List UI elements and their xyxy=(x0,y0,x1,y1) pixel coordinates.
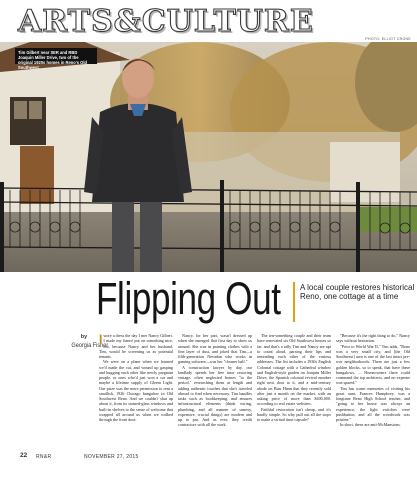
page-footer xyxy=(0,452,417,466)
headline: Flipping Out xyxy=(96,273,281,324)
paragraph: wore a dress the day I met Nancy Gilbert. I made my fiancé put on something nice, too, because Nancy and her husband, Tim, would be screening us as potential tenants. xyxy=(99,333,173,359)
deck: A local couple restores historical Reno, one cottage at a time xyxy=(300,283,415,302)
issue-date: NOVEMBER 27, 2015 xyxy=(84,454,139,460)
paragraph: "Because it's the right thing to do," Nancy says without hesitation. xyxy=(336,333,410,344)
page-number: 22 xyxy=(20,452,28,459)
masthead xyxy=(0,0,417,42)
publication-name: RN&R xyxy=(36,454,52,460)
byline-by: by xyxy=(80,334,88,340)
byline-author: Georgia Fisher xyxy=(71,342,109,349)
byline xyxy=(70,334,109,349)
feature-photo xyxy=(0,42,417,272)
paragraph: The ten-something couple and their team have renovated six Old Southwest houses so far, and that's a tally Tim and Nancy are apt to count aloud, parsing their lips and reminding each other of the various addresses. The list includes a 1930s English Colonial cottage with a Cathedral window and English-style garden on Joaquin Miller Drive, the Spanish colonial revival number right next door to it, and a mid-century abode on Burr Hann that they recently sold after just a month on the market, with an asking price of more than $400,000, according to real estate websites. xyxy=(257,333,331,407)
article-column-2 xyxy=(178,333,252,428)
paragraph: We were on a plane when we learned we'd made the cut, and wound up gasping and hugging each other like newly pregnant people, or ones who'd just won a car and maybe a lifetime supply of Gleem Light. Our prize was the mere permission to rent a smallish, 1926 Chicago bungalow in Old Southwest Reno. And we couldn't shut up about it, from its stained-glass windows and built-in shelves to the sense of welcome that wrapped all around us when we walked through the front door. xyxy=(99,359,173,422)
paragraph: Faithful restoration isn't cheap, and it's hardly simple. So why pull out all the stops to make a virtual time capsule? xyxy=(257,406,331,422)
drop-cap: I xyxy=(99,332,103,346)
photo-credit: PHOTO: ELLIOT CRONE xyxy=(365,37,411,41)
paragraph: A construction lawyer by day, our landlady spends her free time restoring vintage, often neglected homes "to the period," researching them at length and adding authentic touches that she's traveled abroad to find when necessary. Tim handles tasks such as bookkeeping, and ensures infrastructural elements (think wiring, plumbing, and all manner of unsexy, expensive, crucial things) are modern and up to par. And as ever, they credit contractors with all the work. xyxy=(178,364,252,428)
paragraph: "Prior to World War II," Tim adds, "Reno was a very small city, and [the Old Southwest] area is one of the last intact pre-war neighborhoods. There are just a few golden blocks, so to speak, that have these bungalows, ... Homeowners there could command the top architects, and no expense was spared." xyxy=(336,343,410,386)
paragraph: Nancy, for her part, wasn't dressed up when she emerged that first day to show us around. She was in painting clothes with a fine layer of dust, and joked that Tim—a fifth-generation Nevadan who works in gaming software—was her "cleaner half." xyxy=(178,333,252,365)
headline-divider xyxy=(293,282,295,322)
photo-illustration xyxy=(0,42,417,272)
paragraph: In short, these are anti-McMansions. xyxy=(340,422,401,428)
photo-caption: Tim Gilbert near SER and RBD Joaquin Miller Drive, two of the original 1920s homes in Reno's Old Southwest. xyxy=(15,48,97,64)
article-column-4 xyxy=(336,333,410,428)
article-column-3 xyxy=(257,333,331,422)
paragraph: Tim has warm memories of visiting his great aunt, Frances Humphrey, was a longtime Reno High School teacher, and "going to her house was always an experience, the light switches were pushbutton, and all the woodwork was pristine." xyxy=(336,385,410,422)
section-title: ARTS&CULTURE xyxy=(18,4,314,39)
article-column-1 xyxy=(99,333,173,422)
